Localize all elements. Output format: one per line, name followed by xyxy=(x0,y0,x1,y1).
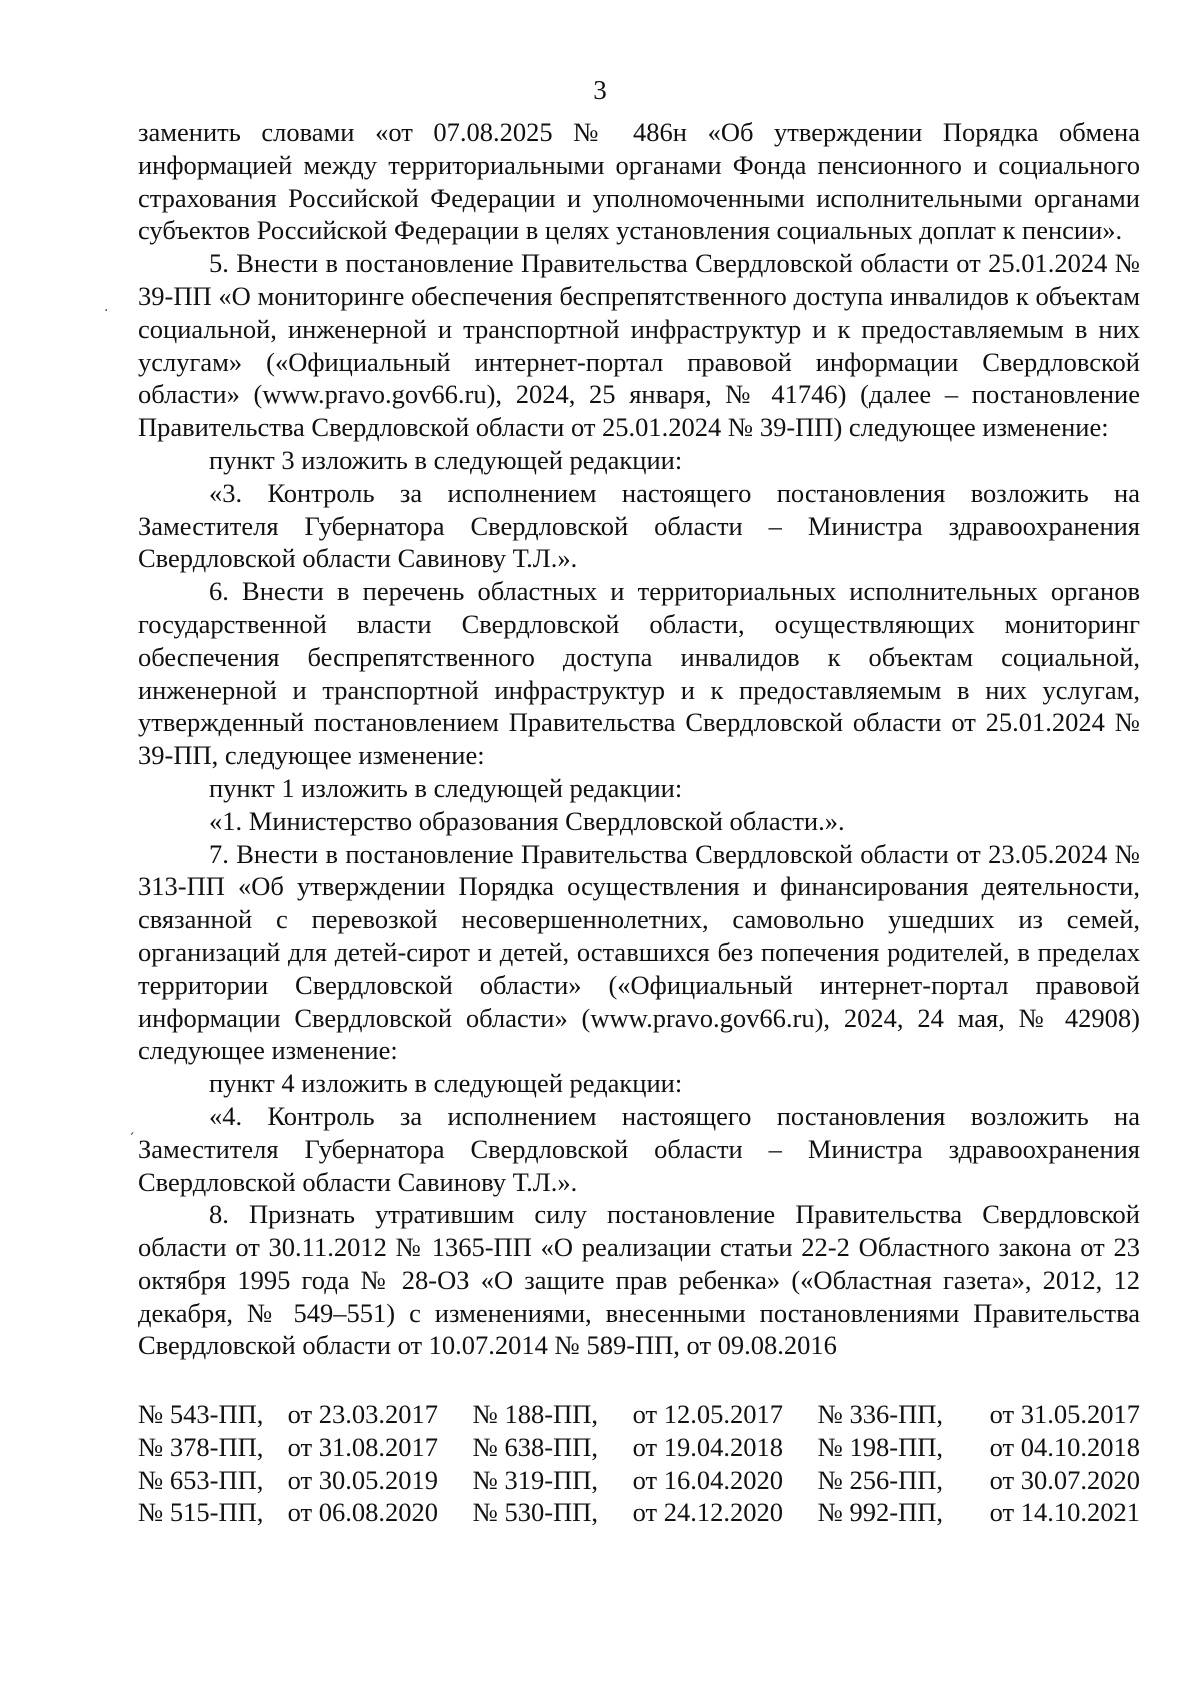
page-number: 3 xyxy=(593,75,607,105)
citation-number: № 198-ПП, xyxy=(817,1431,943,1462)
paragraph: 7. Внести в постановление Правительства Свердловской области от 23.05.2024 № 313-ПП «Об утверждении Порядка осуществления и финансирования деятельности, связанной с перевозкой несовершеннолетних, самовольно ушедших из семей, организаций для детей-сирот и детей, оставшихся без попечения родителей, в пределах территории Свердловской области» («Официальный интернет-портал правовой информации Свердловской области» (www.pravo.gov66.ru), 2024, 24 мая, № 42908) следующее изменение: xyxy=(138,838,1140,1066)
citation-date: от 14.10.2021 xyxy=(989,1497,1140,1528)
paragraph: заменить словами «от 07.08.2025 № 486н «Об утверждении Порядка обмена информацией между территориальными органами Фонда пенсионного и социального страхования Российской Федерации и уполномоченными исполнительными органами субъектов Российской Федерации в целях установления социальных доплат к пенсии». xyxy=(138,117,1140,246)
citation-number: № 319-ПП, xyxy=(472,1464,598,1495)
citation-date: от 30.07.2020 xyxy=(989,1464,1140,1495)
paragraph: «1. Министерство образования Свердловской области.». xyxy=(209,805,845,836)
scan-speck: · xyxy=(104,303,109,319)
scan-tick: ˊ xyxy=(128,1132,135,1148)
citation-number: № 515-ПП, xyxy=(138,1497,264,1528)
citation-number: № 378-ПП, xyxy=(138,1431,264,1462)
citation-number: № 543-ПП, xyxy=(138,1399,264,1429)
citation-date: от 31.05.2017 xyxy=(989,1399,1140,1429)
citation-list xyxy=(138,1398,1140,1529)
paragraph: пункт 1 изложить в следующей редакции: xyxy=(209,772,683,803)
citation-date: от 30.05.2019 xyxy=(287,1464,438,1495)
paragraph: «4. Контроль за исполнением настоящего постановления возложить на Заместителя Губернатора Свердловской области – Министра здравоохранения Свердловской области Савинову Т.Л.». xyxy=(138,1100,1140,1197)
citation-number: № 530-ПП, xyxy=(472,1497,598,1528)
paragraph: 5. Внести в постановление Правительства Свердловской области от 25.01.2024 № 39-ПП «О мониторинге обеспечения беспрепятственного доступа инвалидов к объектам социальной, инженерной и транспортной инфраструктур и к предоставляемым в них услугам» («Официальный интернет-портал правовой информации Свердловской области» (www.pravo.gov66.ru), 2024, 25 января, № 41746) (далее – постановление Правительства Свердловской области от 25.01.2024 № 39-ПП) следующее изменение: xyxy=(138,248,1140,443)
citation-number: № 336-ПП, xyxy=(817,1399,943,1429)
citation-date: от 12.05.2017 xyxy=(632,1399,783,1429)
citation-number: № 653-ПП, xyxy=(138,1464,264,1495)
paragraph: 6. Внести в перечень областных и территориальных исполнительных органов государственной власти Свердловской области, осуществляющих мониторинг обеспечения беспрепятственного доступа инвалидов к объектам социальной, инженерной и транспортной инфраструктур и к предоставляемым в них услугам, утвержденный постановлением Правительства Свердловской области от 25.01.2024 № 39-ПП, следующее изменение: xyxy=(138,576,1140,771)
paragraph: пункт 3 изложить в следующей редакции: xyxy=(209,444,683,475)
citation-date: от 16.04.2020 xyxy=(632,1464,783,1495)
citation-number: № 992-ПП, xyxy=(817,1497,943,1528)
citation-row xyxy=(138,1398,1140,1431)
citation-date: от 19.04.2018 xyxy=(632,1431,783,1462)
paragraph: «3. Контроль за исполнением настоящего постановления возложить на Заместителя Губернатора Свердловской области – Министра здравоохранения Свердловской области Савинову Т.Л.». xyxy=(138,477,1140,574)
citation-date: от 23.03.2017 xyxy=(287,1399,438,1429)
citation-number: № 638-ПП, xyxy=(472,1431,598,1462)
citation-row xyxy=(138,1464,1140,1497)
citation-number: № 188-ПП, xyxy=(472,1399,598,1429)
citation-date: от 06.08.2020 xyxy=(287,1497,438,1528)
citation-date: от 24.12.2020 xyxy=(632,1497,783,1528)
citation-date: от 31.08.2017 xyxy=(287,1431,438,1462)
paragraph: 8. Признать утратившим силу постановление Правительства Свердловской области от 30.11.2012 № 1365-ПП «О реализации статьи 22-2 Областного закона от 23 октября 1995 года № 28-ОЗ «О защите прав ребенка» («Областная газета», 2012, 12 декабря, № 549–551) с изменениями, внесенными постановлениями Правительства Свердловской области от 10.07.2014 № 589-ПП, от 09.08.2016 xyxy=(138,1199,1140,1361)
citation-date: от 04.10.2018 xyxy=(989,1431,1140,1462)
citation-row xyxy=(138,1431,1140,1464)
citation-row xyxy=(138,1496,1140,1529)
paragraph: пункт 4 изложить в следующей редакции: xyxy=(209,1068,683,1099)
citation-number: № 256-ПП, xyxy=(817,1464,943,1495)
document-body xyxy=(138,116,1140,1362)
